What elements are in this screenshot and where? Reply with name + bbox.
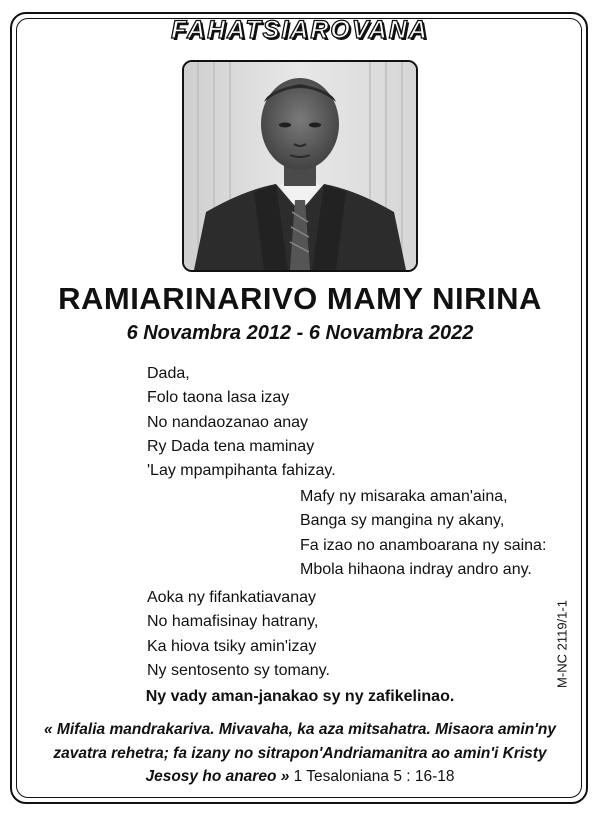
poem-line: 'Lay mpampihanta fahizay. (147, 462, 336, 480)
poem-line: No nandaozanao anay (147, 413, 309, 431)
poem-line: Ka hiova tsiky amin'izay (147, 637, 317, 655)
poem-line: Aoka ny fifankatiavanay (147, 589, 316, 606)
poem-stanza-3 (147, 586, 330, 683)
family-signature: Ny vady aman-janakao sy ny zafikelinao. (145, 688, 455, 705)
poem-line: Ny sentosento sy tomany. (147, 661, 330, 679)
bible-verse (28, 718, 572, 789)
verse-quote: « Mifalia mandrakariva. Mivavaha, ka aza mitsahatra. Misaora amin'ny zavatra rehetra; fa izany no sitrapon'Andriamanitra ao amin'i Kristy Jesosy ho anareo » (44, 721, 556, 785)
portrait-illustration (184, 62, 416, 270)
portrait-photo (182, 60, 418, 272)
poem-line: Ry Dada tena maminay (147, 437, 315, 455)
page-title: FAHATSIAROVANA (171, 16, 429, 44)
poem-stanza-2 (300, 485, 546, 582)
poem-line: Mafy ny misaraka aman'aina, (300, 488, 508, 505)
poem-line: No hamafisinay hatrany, (147, 613, 319, 631)
poem-line: Folo taona lasa izay (147, 389, 290, 407)
verse-reference: 1 Tesaloniana 5 : 16-18 (289, 768, 455, 785)
memorial-dates: 6 Novambra 2012 - 6 Novambra 2022 (126, 322, 474, 344)
deceased-name: RAMIARINARIVO MAMY NIRINA (58, 281, 542, 316)
poem-line: Dada, (147, 365, 190, 382)
poem-stanza-1 (147, 362, 336, 483)
reference-code: M-NC 2119/1-1 (554, 600, 570, 688)
poem-line: Mbola hihaona indray andro any. (300, 560, 532, 578)
poem-line: Banga sy mangina ny akany, (300, 512, 505, 530)
poem-line: Fa izao no anamboarana ny saina: (300, 536, 547, 554)
